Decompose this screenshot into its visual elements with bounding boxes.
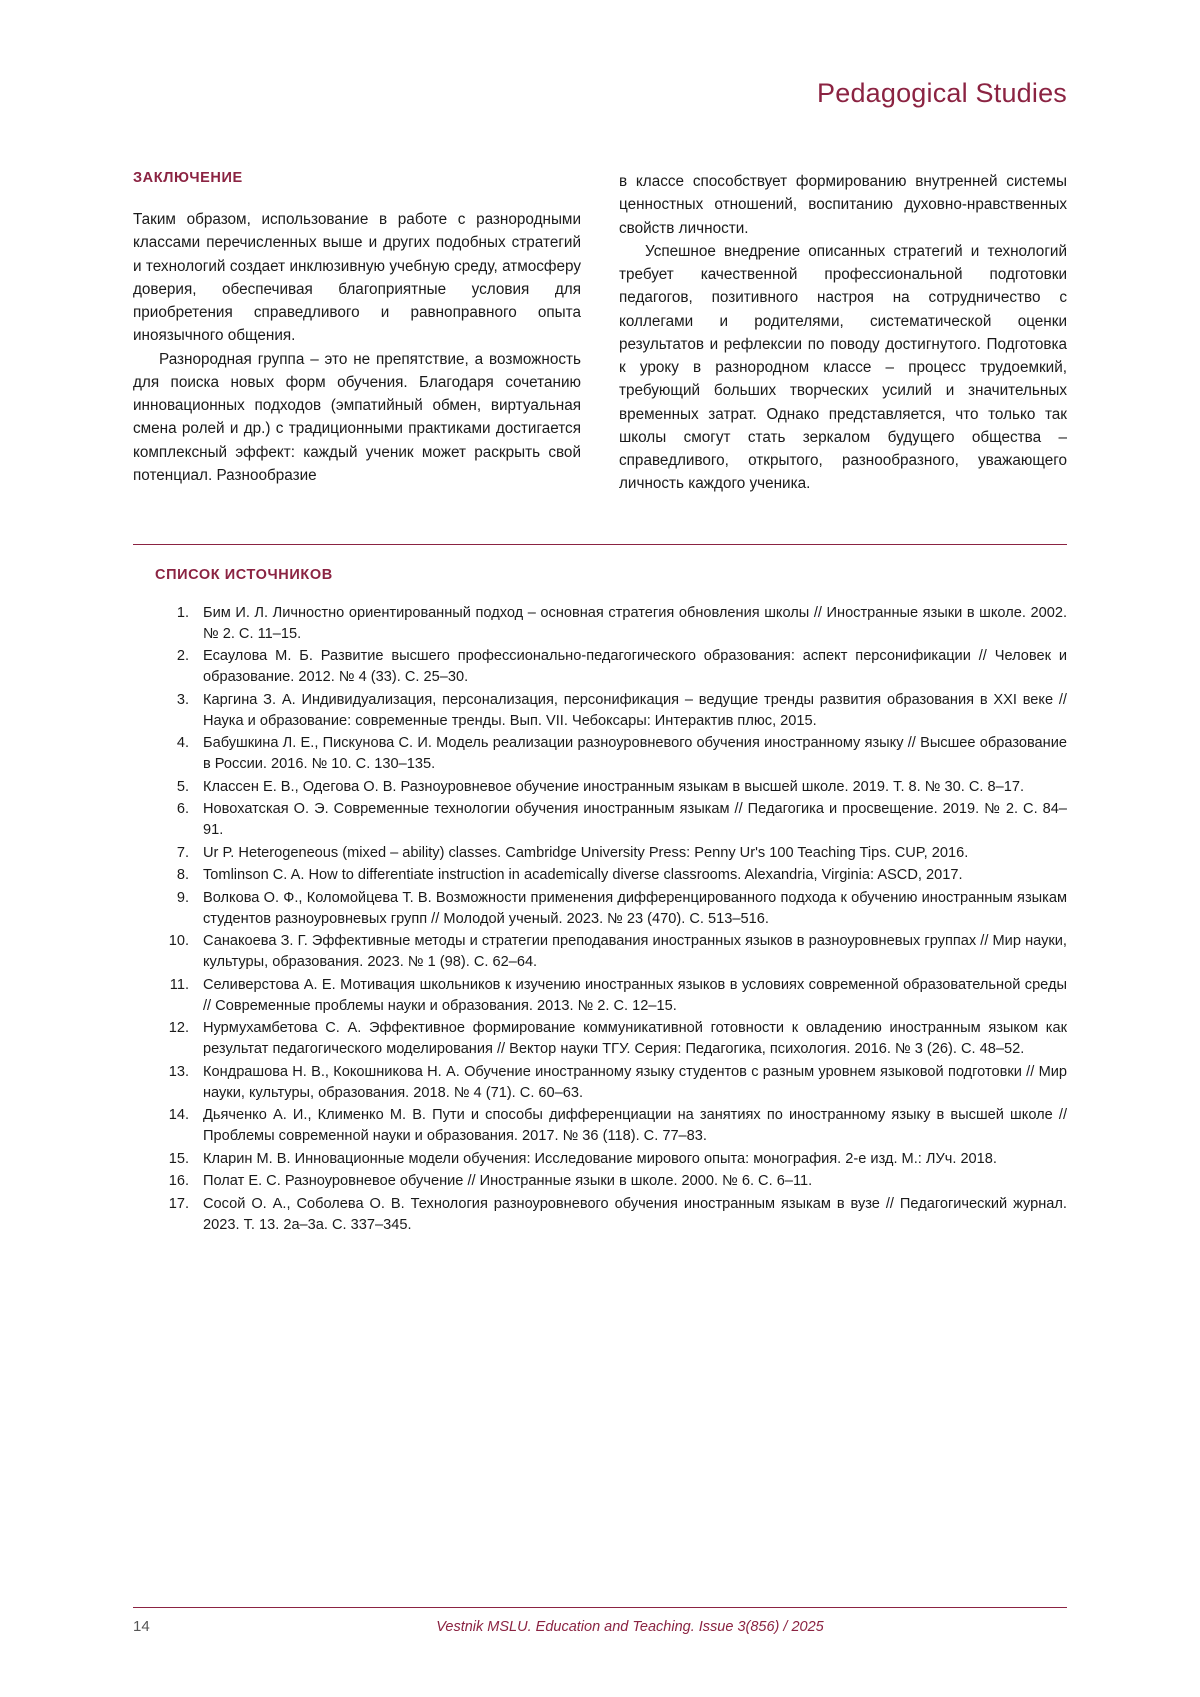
reference-item: Кондрашова Н. В., Кокошникова Н. А. Обучение иностранному языку студентов с разным уровнем языковой подготовки // Мир науки, культуры, образования. 2018. № 4 (71). С. 60–63. xyxy=(203,1063,1067,1101)
reference-item: Новохатская О. Э. Современные технологии обучения иностранным языкам // Педагогика и просвещение. 2019. № 2. С. 84–91. xyxy=(203,801,1067,838)
article-body xyxy=(133,170,1067,1237)
references-heading: СПИСОК ИСТОЧНИКОВ xyxy=(155,566,333,583)
two-column-layout xyxy=(133,170,1067,496)
reference-item: Санакоева З. Г. Эффективные методы и стратегии преподавания иностранных языков в разноуровневых группах // Мир науки, культуры, образования. 2023. № 1 (98). С. 62–64. xyxy=(203,933,1067,970)
conclusion-paragraph: в классе способствует формированию внутренней системы ценностных отношений, воспитанию духовно-нравственных свойств личности. xyxy=(619,173,1067,237)
reference-item: Бим И. Л. Личностно ориентированный подход – основная стратегия обновления школы // Иностранные языки в школе. 2002. № 2. С. 11–15. xyxy=(203,604,1067,642)
conclusion-paragraph: Таким образом, использование в работе с разнородными классами перечисленных выше и других подобных стратегий и технологий создает инклюзивную учебную среду, атмосферу доверия, обеспечивая благоприятные условия для приобретения справедливого и равноправного опыта иноязычного общения. xyxy=(133,211,581,345)
journal-citation: Vestnik MSLU. Education and Teaching. Issue 3(856) / 2025 xyxy=(436,1619,824,1635)
reference-item: Есаулова М. Б. Развитие высшего профессионально-педагогического образования: аспект персонификации // Человек и образование. 2012. № 4 (33). С. 25–30. xyxy=(203,648,1067,685)
footer-divider xyxy=(133,1607,1067,1608)
conclusion-paragraph: Разнородная группа – это не препятствие, а возможность для поиска новых форм обучения. Благодаря сочетанию инновационных подходов (эмпатийный обмен, виртуальная смена ролей и др.) с традиционными практиками достигается комплексный эффект: каждый ученик может раскрыть свой потенциал. Разнообразие xyxy=(133,350,581,484)
reference-item: Волкова О. Ф., Коломойцева Т. В. Возможности применения дифференцированного подхода к обучению иностранным языкам студентов разноуровневых групп // Молодой ученый. 2023. № 23 (470). С. 513–516. xyxy=(203,889,1067,927)
reference-item: Ur P. Heterogeneous (mixed – ability) classes. Cambridge University Press: Penny Ur's 100 Teaching Tips. CUP, 2016. xyxy=(203,844,969,861)
reference-item: Сосой О. А., Соболева О. В. Технология разноуровневого обучения иностранным языкам в вузе // Педагогический журнал. 2023. Т. 13. 2а–3а. С. 337–345. xyxy=(203,1195,1067,1233)
reference-item: Каргина З. А. Индивидуализация, персонализация, персонификация – ведущие тренды развития образования в XXI веке // Наука и образование: современные тренды. Вып. VII. Чебоксары: Интерактив плюс, 2015. xyxy=(203,691,1067,729)
running-head: Pedagogical Studies xyxy=(817,78,1067,108)
page-number: 14 xyxy=(133,1618,150,1635)
column-left xyxy=(133,170,581,487)
page-footer xyxy=(133,1607,1067,1635)
reference-item: Селиверстова А. Е. Мотивация школьников к изучению иностранных языков в условиях современной образовательной среды // Современные проблемы науки и образования. 2013. № 2. С. 12–15. xyxy=(203,976,1067,1014)
reference-item: Классен Е. В., Одегова О. В. Разноуровневое обучение иностранным языкам в высшей школе. 2019. Т. 8. № 30. С. 8–17. xyxy=(203,778,1024,795)
reference-item: Кларин М. В. Инновационные модели обучения: Исследование мирового опыта: монография. 2-е изд. М.: ЛУч. 2018. xyxy=(203,1150,997,1167)
section-divider xyxy=(133,544,1067,545)
reference-item: Tomlinson C. A. How to differentiate instruction in academically diverse classrooms. Alexandria, Virginia: ASCD, 2017. xyxy=(203,867,963,883)
reference-item: Полат Е. С. Разноуровневое обучение // Иностранные языки в школе. 2000. № 6. С. 6–11. xyxy=(203,1173,813,1189)
reference-item: Бабушкина Л. Е., Пискунова С. И. Модель реализации разноуровневого обучения иностранному языку // Высшее образование в России. 2016. № 10. С. 130–135. xyxy=(203,735,1067,772)
conclusion-paragraph: Успешное внедрение описанных стратегий и технологий требует качественной профессиональной подготовки педагогов, позитивного настроя на сотрудничество с коллегами и родителями, систематической оценки результатов и рефлексии по поводу достигнутого. Подготовка к уроку в разнородном классе – процесс трудоемкий, требующий больших творческих усилий и значительных временных затрат. Однако представляется, что только так школы смогут стать зеркалом будущего общества – справедливого, открытого, разнообразного, уважающего личность каждого ученика. xyxy=(619,242,1067,493)
reference-item: Нурмухамбетова С. А. Эффективное формирование коммуникативной готовности к овладению иностранным языком как результат педагогического моделирования // Вектор науки ТГУ. Серия: Педагогика, психология. 2016. № 3 (26). С. 48–52. xyxy=(203,1020,1067,1057)
column-right xyxy=(619,170,1067,496)
footer-row xyxy=(133,1618,1067,1635)
conclusion-heading: ЗАКЛЮЧЕНИЕ xyxy=(133,170,243,186)
references-list xyxy=(133,603,1067,1236)
reference-item: Дьяченко А. И., Клименко М. В. Пути и способы дифференциации на занятиях по иностранному языку в высшей школе // Проблемы современной науки и образования. 2017. № 36 (118). С. 77–83. xyxy=(203,1107,1067,1144)
